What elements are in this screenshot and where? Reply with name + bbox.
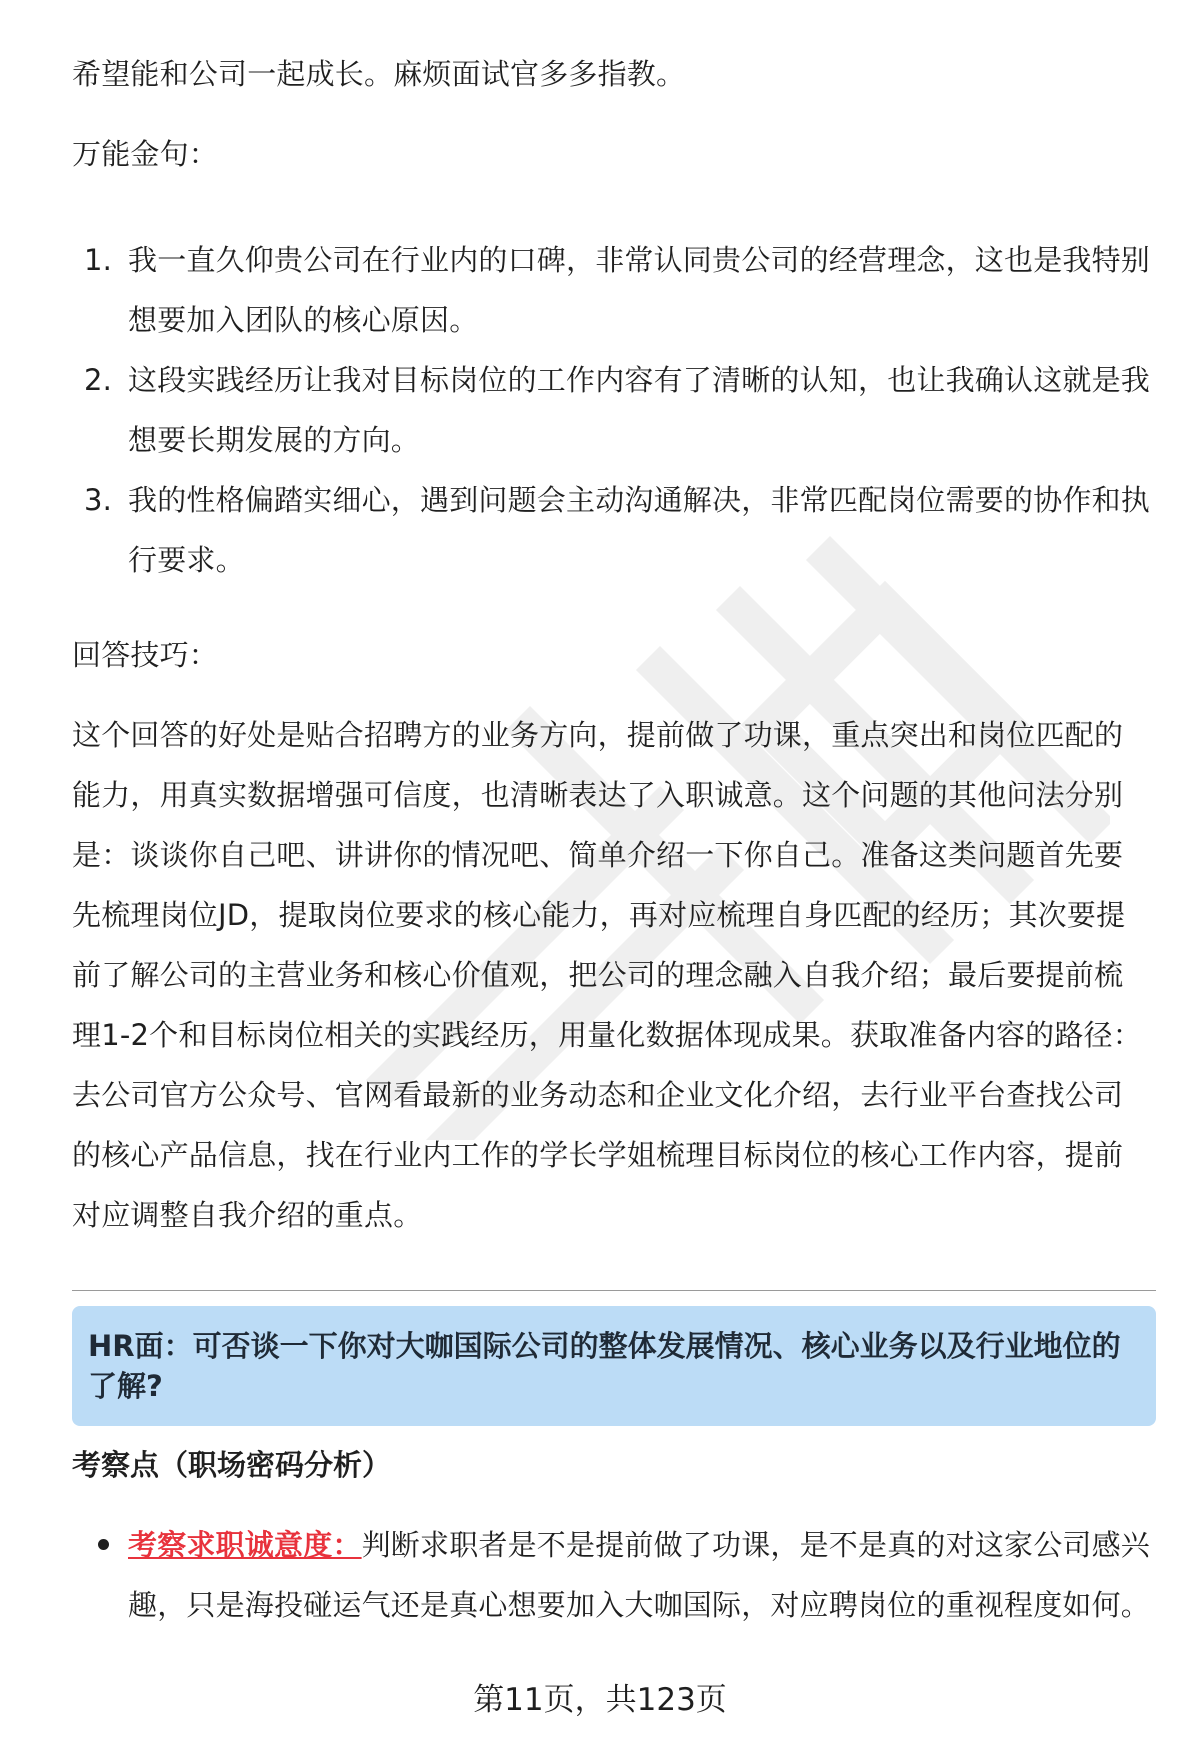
- section-divider: [72, 1290, 1156, 1291]
- assessment-list: [72, 1515, 1156, 1635]
- intro-closing-line: 希望能和公司一起成长。麻烦面试官多多指教。: [72, 57, 686, 91]
- list-item-number: 1.: [84, 243, 113, 277]
- page-number: 第11页，共123页: [473, 1682, 727, 1718]
- hr-question-text: HR面：可否谈一下你对大咖国际公司的整体发展情况、核心业务以及行业地位的了解?: [88, 1329, 1121, 1403]
- assessment-key: 考察求职诚意度：: [128, 1528, 362, 1562]
- list-item-text: 我一直久仰贵公司在行业内的口碑，非常认同贵公司的经营理念，这也是我特别想要加入团队的核心原因。: [128, 243, 1151, 337]
- answer-tips-heading: 回答技巧：: [72, 638, 219, 672]
- list-item: [72, 230, 1152, 350]
- assessment-title: 考察点（职场密码分析）: [72, 1448, 392, 1482]
- hr-question-box: [72, 1306, 1156, 1426]
- golden-sentences-list: [72, 230, 1152, 590]
- list-item-text: 我的性格偏踏实细心，遇到问题会主动沟通解决，非常匹配岗位需要的协作和执行要求。: [128, 483, 1151, 577]
- bullet-dot-icon: [98, 1539, 109, 1550]
- list-item-number: 2.: [84, 363, 113, 397]
- list-item-text: 这段实践经历让我对目标岗位的工作内容有了清晰的认知，也让我确认这就是我想要长期发展的方向。: [128, 363, 1151, 457]
- list-item: [72, 1515, 1156, 1635]
- list-item: [72, 350, 1152, 470]
- answer-tips-body: 这个回答的好处是贴合招聘方的业务方向，提前做了功课，重点突出和岗位匹配的能力，用真实数据增强可信度，也清晰表达了入职诚意。这个问题的其他问法分别是：谈谈你自己吧、讲讲你的情况吧、简单介绍一下你自己。准备这类问题首先要先梳理岗位JD，提取岗位要求的核心能力，再对应梳理自身匹配的经历；其次要提前了解公司的主营业务和核心价值观，把公司的理念融入自我介绍；最后要提前梳理1-2个和目标岗位相关的实践经历，用量化数据体现成果。获取准备内容的路径：去公司官方公众号、官网看最新的业务动态和企业文化介绍，去行业平台查找公司的核心产品信息，找在行业内工作的学长学姐梳理目标岗位的核心工作内容，提前对应调整自我介绍的重点。: [72, 718, 1142, 1232]
- list-item: [72, 470, 1152, 590]
- golden-sentences-heading: 万能金句：: [72, 137, 219, 171]
- list-item-number: 3.: [84, 483, 113, 517]
- assessment-text: 判断求职者是不是提前做了功课，是不是真的对这家公司感兴趣，只是海投碰运气还是真心想要加入大咖国际，对应聘岗位的重视程度如何。: [128, 1528, 1151, 1622]
